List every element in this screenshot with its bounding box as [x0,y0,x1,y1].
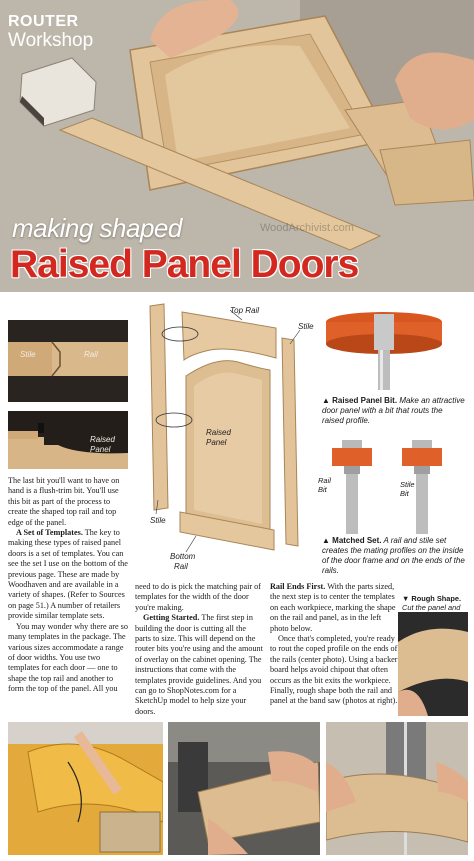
brand-line-1: ROUTER [8,13,79,30]
label-rail-bit-1: Rail [318,476,331,485]
matched-text: A rail and stile set creates the mating profiles on the inside of the door frame and on the ends of the rails. [322,536,465,575]
rough-shape-caption: ▼ Rough Shape. Cut the panel and [402,594,472,630]
rail-stile-joint-photo [8,320,128,402]
matched-title: Matched Set. [332,536,382,545]
bandsaw-rough-shape-photo [326,722,468,855]
article-kicker: making shaped [12,213,182,243]
paragraph-4: need to do is pick the matching pair of templates for the width of the door you're making. [135,582,261,612]
label-stile-bit-2: Bit [400,489,409,498]
label-top-rail: Top Rail [230,306,260,315]
label-rail-detail: Rail [84,350,98,359]
paragraph-5: The first step in building the door is cutting all the parts to size. This will depend on the router bits you're using and the amount of overlay on the cabinet opening. The instructions that come with the templates provide guidelines. And you can go to ShopNotes.com for a SketchUp model to help size your doors. [135,613,263,716]
lead-rail-ends: Rail Ends First. [270,582,326,591]
raised-panel-profile-photo [8,411,128,469]
text-column-1 [8,476,128,695]
label-stile-detail: Stile [20,350,36,359]
watermark: WoodArchivist.com [260,222,354,234]
label-bottom-rail-2: Rail [174,562,188,571]
paragraph-2: The key to making these types of raised panel doors is a set of templates. You can see the set I use on the bottom of the previous page. These are made by Woodhaven and are available in a variety of shapes. (Refer to Sources on page 51.) A number of retailers provide similar template sets. [8,528,128,621]
label-stile-bit-1: Stile [400,480,415,489]
label-stile-right: Stile [298,322,314,331]
rough-text: Cut the panel and [402,603,461,612]
lead-templates: A Set of Templates. [16,528,83,538]
raised-panel-bit-caption: ▲ Raised Panel Bit. Make an attractive door panel with a bit that routs the raised profile. [322,396,465,425]
brand-logo [8,14,93,50]
text-column-2 [135,582,263,717]
brand-line-2: Workshop [8,30,94,51]
paragraph-7: Once that's completed, you're ready to rout the coped profile on the ends of the rails (center photo). Using a backer board helps avoid chipout that often occurs as the bit exits the workpiece. Finally, rough shape both the rail and panel at the band saw (photos at right). [270,634,398,706]
raised-bit-title: Raised Panel Bit. [332,396,398,405]
label-bottom-rail-1: Bottom [170,552,196,561]
label-raised-panel-2: Panel [206,438,227,447]
article-headline: Raised Panel Doors [10,243,359,286]
router-bits-panel [318,300,468,600]
label-panel-detail: Panel [90,445,111,454]
label-raised-detail: Raised [90,435,115,444]
label-rail-bit-2: Bit [318,485,327,494]
paragraph-3: You may wonder why there are so many templates in the package. The various sizes accommodate a range of door widths. You use two templates for each door — one to shape the top rail and another to form the top of the panel. All you [8,621,128,694]
hero-photo [0,0,474,292]
exploded-door-diagram [134,300,314,578]
label-stile-left: Stile [150,516,166,525]
matched-set-caption: ▲ Matched Set. A rail and stile set creates the mating profiles on the inside of the door frame and on the ends of the rails. [322,536,465,575]
router-table-coping-photo [168,722,320,855]
lead-getting-started: Getting Started. [143,613,200,623]
template-marking-photo [8,722,163,855]
bandsaw-top-photo [398,612,468,716]
paragraph-6: With the parts sized, the next step is to center the templates on each workpiece, marking the shape on the rail and panel, as in the left photo below. [270,582,396,633]
paragraph-1: The last bit you'll want to have on hand is a flush-trim bit. You'll use this bit as part of the process to create the shaped top rail and top edge of the panel. [8,476,120,527]
raised-bit-text: Make an attractive door panel with a bit that routs the raised profile. [322,396,465,425]
rough-title: Rough Shape. [411,594,462,603]
text-column-3 [270,582,398,707]
label-raised-panel-1: Raised [206,428,231,437]
